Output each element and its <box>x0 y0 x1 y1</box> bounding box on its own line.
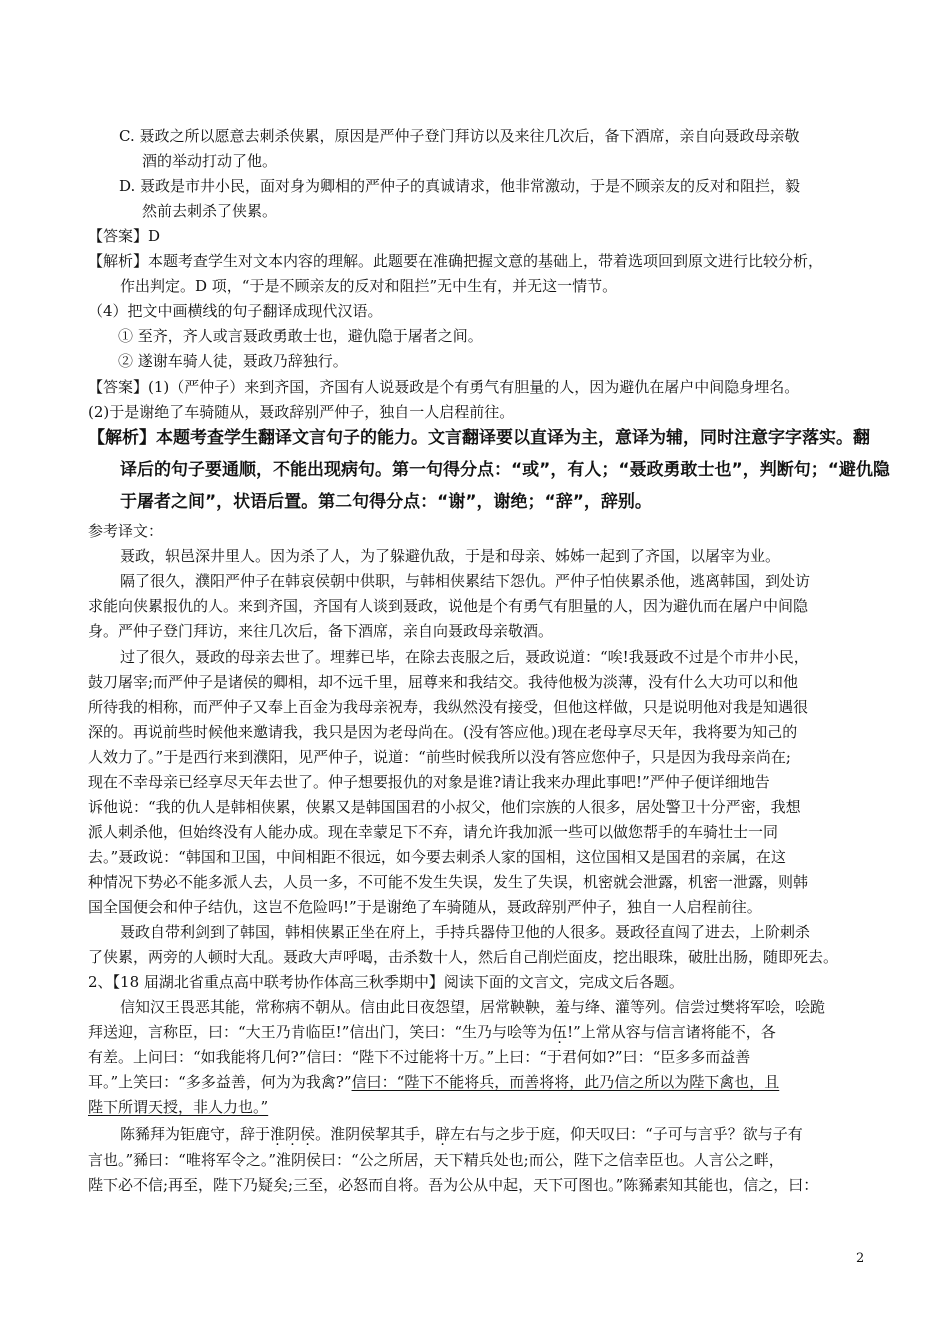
option-c-line-2: 酒的举动打动了他。 <box>142 152 278 170</box>
passage-b-line-2: 言也。”豨曰：“唯将军令之。”淮阴侯曰：“公之所居，天下精兵处也;而公，陛下之信幸臣也。人言公之畔， <box>88 1151 784 1169</box>
question-4-sentence-2: ② 遂谢车骑人徒，聂政乃辞独行。 <box>118 352 348 370</box>
ref-p4-line: 聂政自带利剑到了韩国，韩相侠累正坐在府上，手持兵器侍卫他的人很多。聂政径直闯了进去，上阶刺杀 <box>120 923 811 941</box>
ref-p3-line: 鼓刀屠宰;而严仲子是诸侯的卿相，却不远千里，屈尊来和我结交。我待他极为淡薄，没有什么大功可以和他 <box>88 673 799 691</box>
dotted-character: 侯 <box>300 1125 316 1143</box>
passage-a-line-4 <box>88 1072 779 1092</box>
analysis-3-line-1: 【解析】本题考查学生对文本内容的理解。此题要在准确把握文意的基础上，带着选项回到原文进行比较分析， <box>88 252 824 270</box>
passage-a-line-5 <box>88 1097 268 1117</box>
page-number: 2 <box>856 1251 865 1266</box>
reference-title: 参考译文： <box>88 522 164 540</box>
ref-p3-line: 去。”聂政说：“韩国和卫国，中间相距不很远，如今要去刺杀人家的国相，这位国相又是国君的亲属，在这 <box>88 848 786 866</box>
ref-p3-line: 现在不幸母亲已经享尽天年去世了。仲子想要报仇的对象是谁?请让我来办理此事吧!”严仲子便详细地告 <box>88 773 770 791</box>
analysis-4-line-2: 译后的句子要通顺，不能出现病句。第一句得分点：“或”，有人；“聂政勇敢士也”，判断句；“避仇隐 <box>120 460 890 480</box>
analysis-3-line-2: 作出判定。D 项，“于是不顾亲友的反对和阻拦”无中生有，并无这一情节。 <box>120 277 618 295</box>
ref-p1: 聂政，轵邑深井里人。因为杀了人，为了躲避仇敌，于是和母亲、姊姊一起到了齐国，以屠宰为业。 <box>120 547 781 565</box>
ref-p3-line: 国全国便会和仲子结仇，这岂不危险吗!”于是谢绝了车骑随从，聂政辞别严仲子，独自一人启程前往。 <box>88 898 762 916</box>
analysis-4-line-3: 于屠者之间”，状语后置。第二句得分点：“谢”，谢绝；“辞”，辞别。 <box>120 492 652 512</box>
ref-p3-line: 派人刺杀他，但始终没有人能办成。现在幸蒙足下不弃，请允许我加派一些可以做您帮手的车骑壮士一同 <box>88 823 779 841</box>
passage-text: 耳。”上笑曰：“多多益善，何为为我禽?” <box>88 1073 352 1091</box>
ref-p2-line: 求能向侠累报仇的人。来到齐国，齐国有人谈到聂政，说他是个有勇气有胆量的人，因为避仇而在屠户中间隐 <box>88 597 809 615</box>
ref-p3-line: 种情况下势必不能多派人去，人员一多，不可能不发生失误，发生了失误，机密就会泄露，机密一泄露，则韩 <box>88 873 809 891</box>
option-d-line-1: D. 聂政是市井小民，面对身为卿相的严仲子的真诚请求，他非常激动，于是不顾亲友的反对和阻拦，毅 <box>119 177 801 195</box>
passage-text: !”上常从容与信言诸将能不，各 <box>567 1023 776 1041</box>
option-d-line-2: 然前去刺杀了侠累。 <box>142 202 278 220</box>
dotted-character: 阴 <box>285 1125 301 1143</box>
passage-text: 。淮阴侯挈其手， <box>315 1125 436 1143</box>
ref-p3-line: 所待我的相称，而严仲子又奉上百金为我母亲祝寿，我纵然没有接受，但他这样做，只是说明他对我是知遇很 <box>88 698 809 716</box>
passage-b-line-1 <box>120 1124 803 1144</box>
question-2-header: 2、【18 届湖北省重点高中联考协作体高三秋季期中】阅读下面的文言文，完成文后各题。 <box>88 973 684 991</box>
passage-a-line-1: 信知汉王畏恶其能，常称病不朝从。信由此日夜怨望，居常鞅鞅，羞与绛、灌等列。信尝过樊将军哙，哙跪 <box>120 998 826 1016</box>
answer-4-line-1: 【答案】(1)（严仲子）来到齐国，齐国有人说聂政是个有勇气有胆量的人，因为避仇在屠户中间隐身埋名。 <box>88 378 800 396</box>
passage-text: 拜送迎，言称臣，曰：“大王乃肯临臣!”信出门，笑曰：“生乃与哙等为 <box>88 1023 553 1041</box>
ref-p3-line: 过了很久，聂政的母亲去世了。埋葬已毕，在除去丧服之后，聂政说道：“唉!我聂政不过是个市井小民， <box>120 648 809 666</box>
ref-p2-line: 身。严仲子登门拜访，来往几次后，备下酒席，亲自向聂政母亲敬酒。 <box>88 622 554 640</box>
passage-b-line-3: 陛下必不信;再至，陛下乃疑矣;三至，必怒而自将。吾为公从中起，天下可图也。”陈豨素知其能也，信之，曰： <box>88 1176 819 1194</box>
passage-text: 左右与之步于庭，仰天叹曰：“子可与言乎？欲与子有 <box>450 1125 803 1143</box>
ref-p3-line: 深的。再说前些时候他来邀请我，我只是因为老母尚在。(没有答应他。)现在老母享尽天年，我将要为知己的 <box>88 723 798 741</box>
ref-p3-line: 诉他说：“我的仇人是韩相侠累，侠累又是韩国国君的小叔父，他们宗族的人很多，居处警卫十分严密，我想 <box>88 798 801 816</box>
question-4-sentence-1: ① 至齐，齐人或言聂政勇敢士也，避仇隐于屠者之间。 <box>118 327 483 345</box>
question-4-title: （4）把文中画横线的句子翻译成现代汉语。 <box>88 302 383 320</box>
dotted-character: 辟 <box>435 1125 451 1143</box>
option-c-line-1: C. 聂政之所以愿意去刺杀侠累，原因是严仲子登门拜访以及来往几次后，备下酒席，亲自向聂政母亲敬 <box>119 127 800 145</box>
passage-a-line-3: 有差。上问曰：“如我能将几何?”信曰：“陛下不过能将十万。”上曰：“于君何如?”曰：“臣多多而益善 <box>88 1048 751 1066</box>
ref-p4-line: 了侠累，两旁的人顿时大乱。聂政大声呼喝，击杀数十人，然后自己削烂面皮，挖出眼珠，破肚出肠，随即死去。 <box>88 948 839 966</box>
analysis-4-line-1: 【解析】本题考查学生翻译文言句子的能力。文言翻译要以直译为主，意译为辅，同时注意字字落实。翻 <box>88 428 870 448</box>
dotted-character: 伍 <box>552 1023 568 1041</box>
ref-p2-line: 隔了很久，濮阳严仲子在韩哀侯朝中供职，与韩相侠累结下怨仇。严仲子怕侠累杀他，逃离韩国，到处访 <box>120 572 811 590</box>
passage-text: 陈豨拜为钜鹿守，辞于 <box>120 1125 271 1143</box>
underlined-sentence: 信曰：“陛下不能将兵，而善将将，此乃信之所以为陛下禽也，且 <box>351 1073 780 1091</box>
dotted-character: 淮 <box>270 1125 286 1143</box>
answer-4-line-2: (2)于是谢绝了车骑随从，聂政辞别严仲子，独自一人启程前往。 <box>88 403 515 421</box>
answer-3: 【答案】D <box>88 227 161 245</box>
underlined-sentence: 陛下所谓天授，非人力也。” <box>88 1098 269 1116</box>
ref-p3-line: 人效力了。”于是西行来到濮阳，见严仲子，说道：“前些时候我所以没有答应您仲子，只是因为我母亲尚在; <box>88 748 791 766</box>
passage-a-line-2 <box>88 1022 776 1042</box>
